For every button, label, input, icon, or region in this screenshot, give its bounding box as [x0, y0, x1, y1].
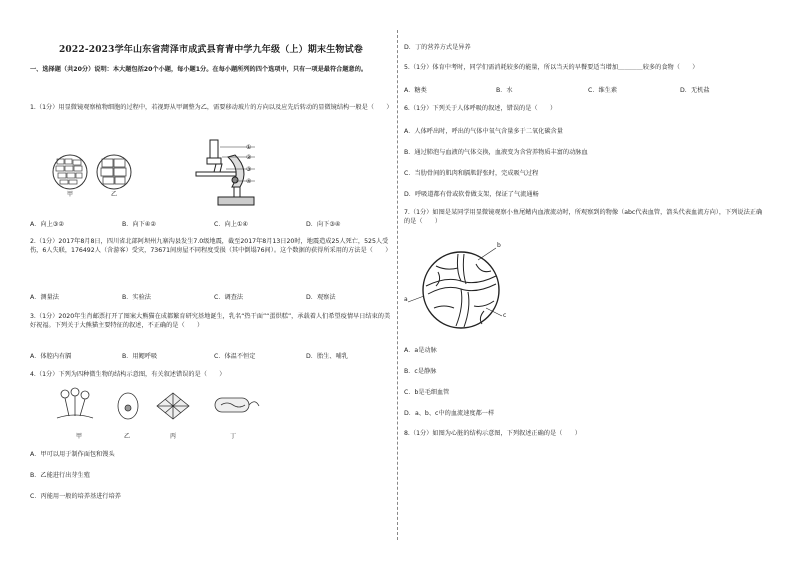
q7-label-a: a — [404, 296, 408, 303]
q5-option-d[interactable]: D．无机盐 — [680, 87, 710, 94]
q1-label-2: ② — [246, 154, 252, 161]
question-2-stem: 2.（1分）2017年8月8日，四川省北部阿坝州九寨沟县发生7.0级地震，截至2017年8月13日20时，地震造成25人死亡，525人受伤，6人失联，176492人（含游客）受灾，73671间房屋不同程度受损（其中倒塌76间）。这个数据的获得所采用的方法是（ ） — [30, 238, 392, 254]
q1-option-a[interactable]: A．向上③② — [30, 221, 64, 228]
q6-option-b[interactable]: B．通过肺泡与血液的气体交换，血液变为含营养物质丰富的动脉血 — [404, 149, 588, 156]
q3-option-b[interactable]: B．用鳃呼吸 — [122, 353, 158, 360]
q4-option-d[interactable]: D．丁的营养方式是异养 — [404, 44, 471, 51]
q1-option-d[interactable]: D．向下③④ — [306, 221, 341, 228]
q1-label-4: ④ — [246, 178, 252, 185]
question-6-stem: 6.（1分）下列关于人体呼吸的叙述，错误的是（ ） — [404, 105, 557, 112]
q7-option-b[interactable]: B．c是静脉 — [404, 368, 437, 375]
q1-option-b[interactable]: B．向下④② — [122, 221, 156, 228]
question-4-stem: 4.（1分）下列为四种微生物的结构示意图，有关叙述错误的是（ ） — [30, 371, 226, 378]
question-1-stem: 1.（1分）用显微镜观察植物细胞的过程中，若视野从甲调整为乙，需要移动玻片的方向以及应先后转动的显微镜结构一般是（ ） — [30, 104, 393, 111]
q4-label-jia: 甲 — [76, 433, 83, 440]
q6-option-c[interactable]: C．当肋骨间的肌肉和膈肌舒张时，完成吸气过程 — [404, 170, 539, 177]
q5-option-a[interactable]: A．糖类 — [404, 87, 427, 94]
q7-label-c: c — [503, 312, 507, 319]
q1-label-yi: 乙 — [111, 191, 118, 198]
q7-option-d[interactable]: D．a、b、c中的血流速度都一样 — [404, 410, 495, 417]
column-divider — [397, 30, 399, 540]
q4-label-yi: 乙 — [124, 433, 131, 440]
q7-label-b: b — [497, 242, 501, 249]
q3-option-d[interactable]: D．胎生、哺乳 — [306, 353, 348, 360]
q7-option-a[interactable]: A．a是动脉 — [404, 347, 437, 354]
q5-option-b[interactable]: B．水 — [496, 87, 513, 94]
question-4-figure — [55, 388, 255, 438]
q4-option-c[interactable]: C．丙能用一般的培养基进行培养 — [30, 493, 121, 500]
q6-option-a[interactable]: A．人体呼出时，呼出的气体中氧气含量多于二氧化碳含量 — [404, 128, 563, 135]
q3-option-c[interactable]: C．体温不恒定 — [214, 353, 256, 360]
q2-option-d[interactable]: D．观察法 — [306, 294, 336, 301]
question-3-stem: 3.（1分）2020年生肖邮票打开了图案大熊猫在成都繁育研究基地诞生，乳名“热干面”“蛋烘糕”，承载着人们希望疫情早日结束的美好祝福。下列关于大熊猫主要特征的叙述，不正确的是（ ） — [30, 313, 391, 329]
q4-label-ding: 丁 — [230, 433, 237, 440]
q7-option-c[interactable]: C．b是毛细血管 — [404, 389, 450, 396]
question-7-stem: 7.（1分）如图是某同学用显微镜观察小鱼尾鳍内血液流动时，所观察到的物像（abc代表血管，箭头代表血流方向），下列说法正确的是（ ） — [404, 209, 763, 225]
q1-label-1: ① — [246, 144, 252, 151]
q1-label-3: ③ — [246, 166, 252, 173]
section-header: 一、选择题（共20分）说明：本大题包括20个小题，每小题1分。在每小题所列的四个选项中，只有一项是最符合题意的。 — [30, 66, 368, 73]
exam-title: 2022-2023学年山东省菏泽市成武县育青中学九年级（上）期末生物试卷 — [58, 45, 364, 55]
q6-option-d[interactable]: D．呼吸道都有骨或软骨做支架，保证了气流通畅 — [404, 191, 539, 198]
q3-option-a[interactable]: A．体腔内有膈 — [30, 353, 72, 360]
q5-option-c[interactable]: C．维生素 — [588, 87, 618, 94]
q4-option-a[interactable]: A．甲可以用于制作面包和馒头 — [30, 451, 115, 458]
q2-option-b[interactable]: B．实验法 — [122, 294, 151, 301]
question-5-stem: 5.（1分）体育中考时，同学们需消耗较多的能量，所以当天的早餐要适当增加＿＿＿＿较多的食物（ ） — [404, 64, 699, 71]
question-7-figure — [416, 246, 516, 336]
q2-option-a[interactable]: A．测量法 — [30, 294, 59, 301]
q1-label-jia: 甲 — [67, 191, 74, 198]
q4-label-bing: 丙 — [170, 433, 177, 440]
q1-option-c[interactable]: C．向上①④ — [214, 221, 248, 228]
q4-option-b[interactable]: B．乙能进行出芽生殖 — [30, 472, 90, 479]
question-8-stem: 8.（1分）如图为心脏的结构示意图，下列叙述正确的是（ ） — [404, 430, 581, 437]
q2-option-c[interactable]: C．调查法 — [214, 294, 244, 301]
